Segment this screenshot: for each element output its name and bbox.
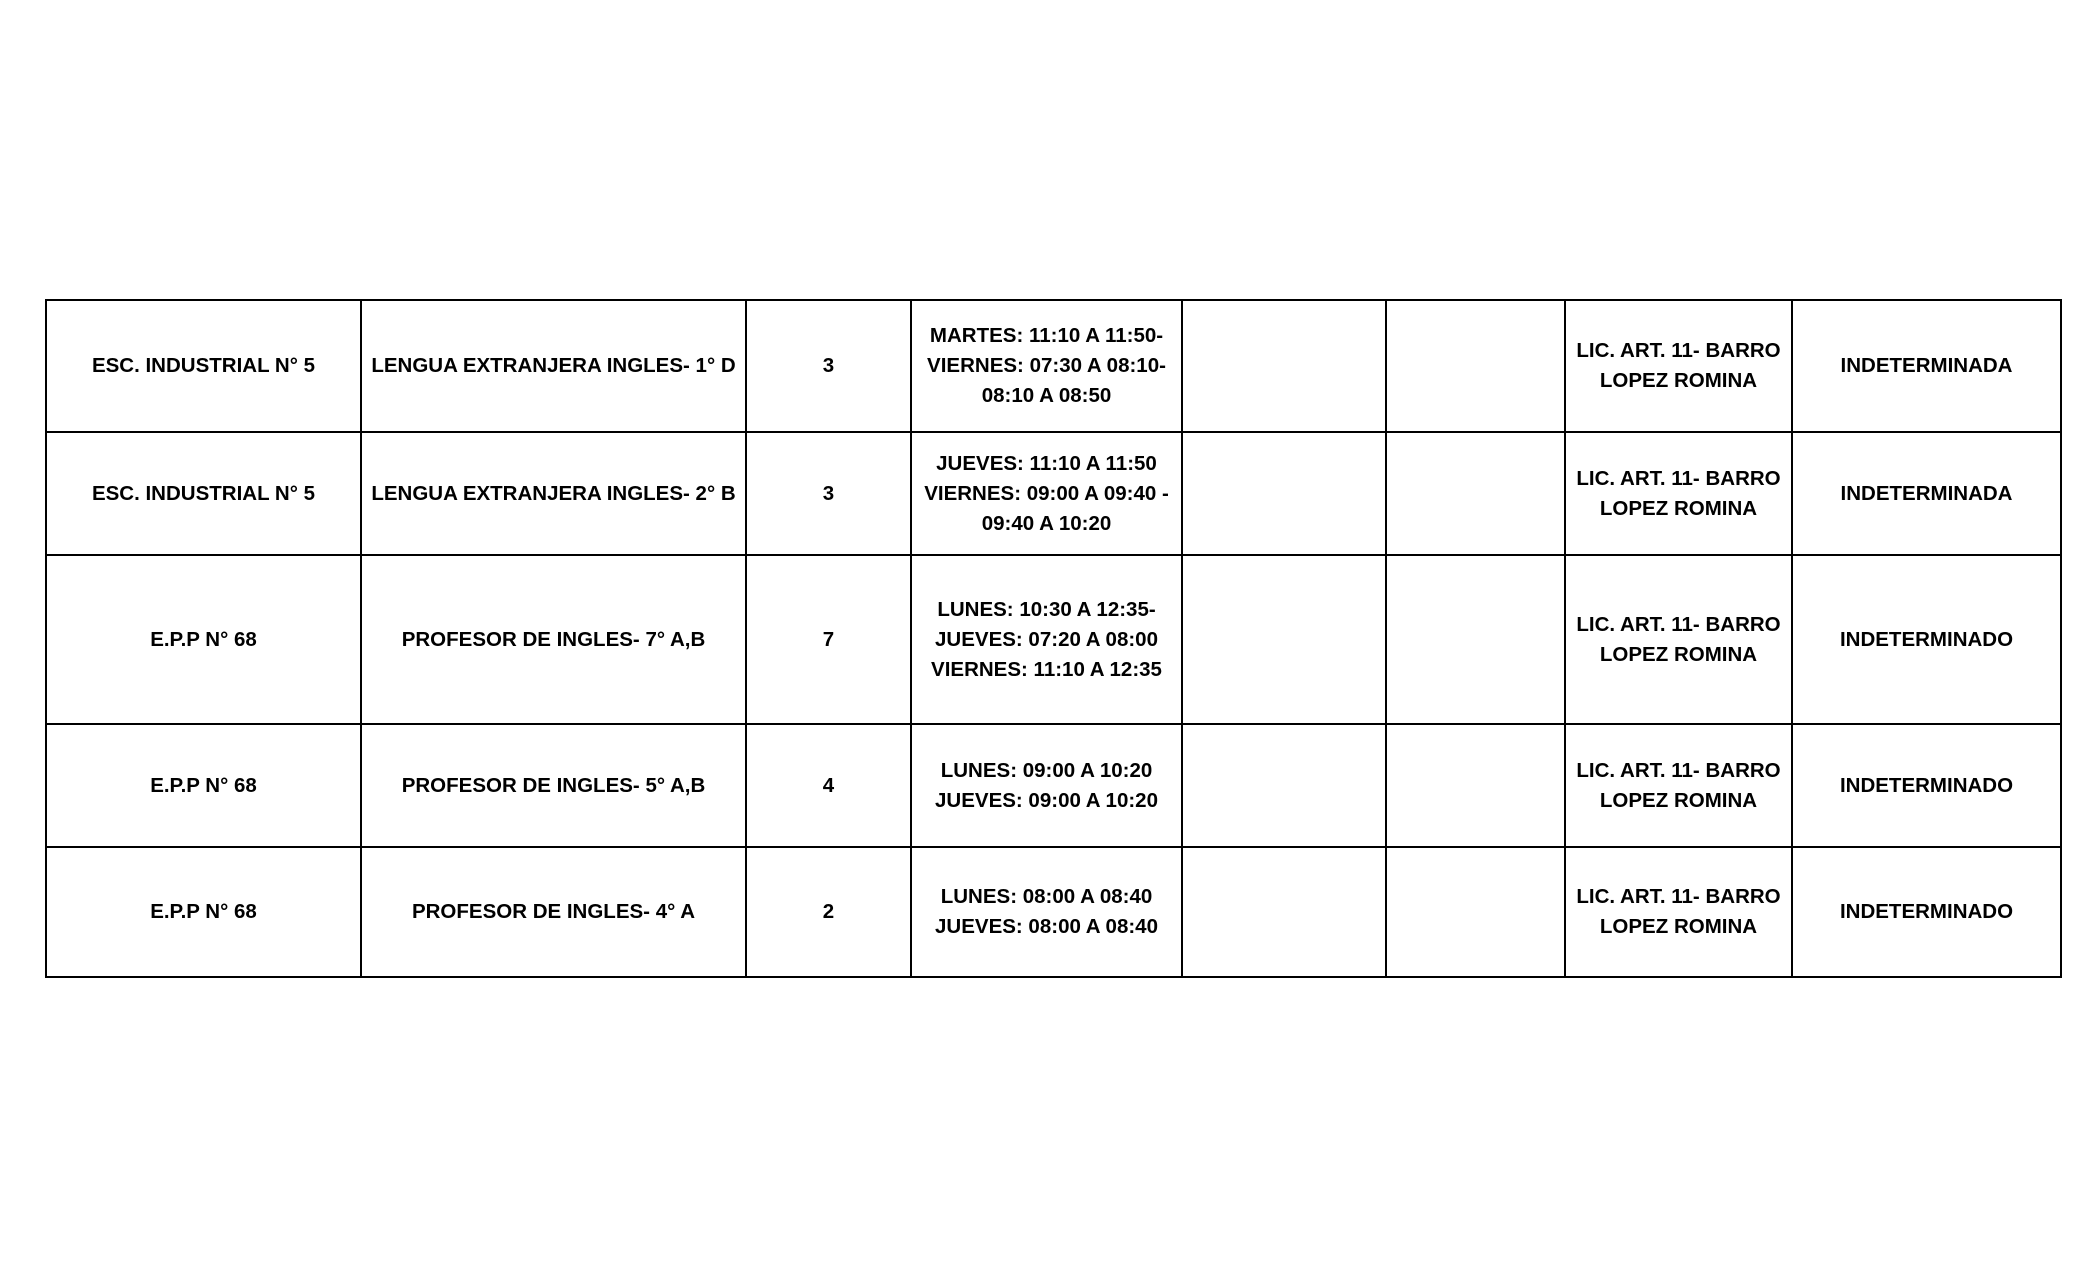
schedule-line: JUEVES: 08:00 A 08:40: [935, 915, 1158, 938]
reason-line: LIC. ART. 11- BARRO: [1576, 885, 1781, 908]
schedule-line: JUEVES: 11:10 A 11:50: [936, 451, 1157, 475]
hours-cell: 2: [746, 847, 911, 977]
subject-cell: PROFESOR DE INGLES- 4° A: [361, 847, 746, 977]
empty-cell: [1386, 555, 1565, 724]
duration-cell: INDETERMINADA: [1792, 300, 2061, 432]
school-cell: E.P.P N° 68: [46, 724, 361, 847]
reason-line: LOPEZ ROMINA: [1599, 642, 1758, 666]
subject-cell: PROFESOR DE INGLES- 5° A,B: [361, 724, 746, 847]
schedule-cell: [911, 724, 1182, 847]
reason-line: LIC. ART. 11- BARRO: [1576, 466, 1781, 490]
duration-cell: INDETERMINADA: [1792, 432, 2061, 555]
reason-line: LIC. ART. 11- BARRO: [1576, 612, 1781, 636]
schedule-line: VIERNES: 11:10 A 12:35: [931, 657, 1162, 681]
schedule-cell: [911, 847, 1182, 977]
schedule-line: VIERNES: 07:30 A 08:10-: [927, 354, 1166, 377]
school-cell: ESC. INDUSTRIAL N° 5: [46, 432, 361, 555]
school-cell: E.P.P N° 68: [46, 847, 361, 977]
school-cell: E.P.P N° 68: [46, 555, 361, 724]
empty-cell: [1182, 432, 1386, 555]
schedule-line: VIERNES: 09:00 A 09:40 -: [924, 481, 1169, 505]
reason-line: LOPEZ ROMINA: [1599, 369, 1758, 392]
reason-cell: [1565, 847, 1792, 977]
subject-cell: LENGUA EXTRANJERA INGLES- 2° B: [361, 432, 746, 555]
assignments-table: [45, 299, 2062, 978]
hours-cell: 3: [746, 300, 911, 432]
schedule-cell: [911, 555, 1182, 724]
hours-cell: 3: [746, 432, 911, 555]
empty-cell: [1386, 300, 1565, 432]
schedule-line: MARTES: 11:10 A 11:50-: [929, 324, 1164, 347]
table-row: [46, 724, 2061, 847]
table-row: [46, 847, 2061, 977]
table-row: [46, 432, 2061, 555]
empty-cell: [1386, 847, 1565, 977]
reason-cell: [1565, 555, 1792, 724]
reason-line: LOPEZ ROMINA: [1599, 788, 1758, 812]
empty-cell: [1386, 432, 1565, 555]
reason-cell: [1565, 300, 1792, 432]
reason-cell: [1565, 432, 1792, 555]
reason-cell: [1565, 724, 1792, 847]
empty-cell: [1182, 847, 1386, 977]
subject-cell: LENGUA EXTRANJERA INGLES- 1° D: [361, 300, 746, 432]
schedule-cell: [911, 300, 1182, 432]
reason-line: LIC. ART. 11- BARRO: [1576, 758, 1781, 782]
empty-cell: [1386, 724, 1565, 847]
table-row: [46, 300, 2061, 432]
schedule-cell: [911, 432, 1182, 555]
hours-cell: 4: [746, 724, 911, 847]
schedule-line: LUNES: 09:00 A 10:20: [940, 758, 1153, 782]
table-row: [46, 555, 2061, 724]
subject-cell: PROFESOR DE INGLES- 7° A,B: [361, 555, 746, 724]
hours-cell: 7: [746, 555, 911, 724]
reason-line: LOPEZ ROMINA: [1599, 915, 1758, 938]
schedule-line: LUNES: 08:00 A 08:40: [940, 885, 1153, 908]
reason-line: LOPEZ ROMINA: [1599, 496, 1758, 520]
empty-cell: [1182, 724, 1386, 847]
school-cell: ESC. INDUSTRIAL N° 5: [46, 300, 361, 432]
duration-cell: INDETERMINADO: [1792, 847, 2061, 977]
duration-cell: INDETERMINADO: [1792, 724, 2061, 847]
schedule-line: 08:10 A 08:50: [981, 384, 1112, 407]
schedule-line: 09:40 A 10:20: [981, 511, 1112, 535]
duration-cell: INDETERMINADO: [1792, 555, 2061, 724]
schedule-line: LUNES: 10:30 A 12:35-: [937, 597, 1156, 621]
schedule-line: JUEVES: 09:00 A 10:20: [935, 788, 1158, 812]
schedule-line: JUEVES: 07:20 A 08:00: [935, 627, 1158, 651]
empty-cell: [1182, 300, 1386, 432]
reason-line: LIC. ART. 11- BARRO: [1576, 339, 1781, 362]
empty-cell: [1182, 555, 1386, 724]
